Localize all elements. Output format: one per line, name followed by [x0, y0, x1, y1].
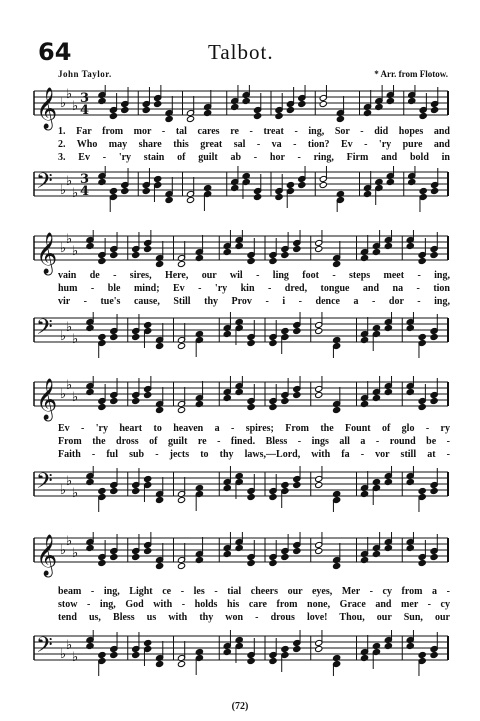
notehead [98, 651, 106, 658]
treble-staff-3 [0, 376, 480, 422]
notehead [144, 321, 152, 328]
flat-icon: ♭ [66, 638, 73, 653]
notehead [281, 397, 289, 404]
notehead [269, 493, 277, 500]
notehead [333, 260, 341, 267]
notehead [430, 553, 438, 560]
notehead [156, 260, 164, 267]
time-signature-digit: 4 [80, 103, 90, 118]
notehead [177, 406, 185, 413]
notehead [165, 115, 173, 122]
notehead [315, 327, 323, 334]
notehead [319, 181, 327, 188]
notehead [98, 257, 106, 264]
bass-staff-2 [0, 312, 480, 358]
notehead [430, 487, 438, 494]
flat-icon: ♭ [72, 650, 79, 665]
notehead [319, 100, 327, 107]
notehead [315, 245, 323, 252]
flat-icon: ♭ [60, 241, 67, 256]
notehead [109, 112, 117, 119]
notehead [98, 487, 106, 494]
notehead [430, 651, 438, 658]
notehead [419, 112, 427, 119]
arranger-credit: * Arr. from Flotow. [374, 69, 448, 79]
notehead [418, 487, 426, 494]
notehead [254, 193, 262, 200]
notehead [418, 257, 426, 264]
flat-icon: ♭ [72, 186, 79, 201]
time-signature-digit: 3 [80, 91, 90, 106]
notehead [269, 403, 277, 410]
notehead [186, 115, 194, 122]
bass-clef-icon: 𝄢 [36, 469, 53, 499]
flat-icon: ♭ [72, 244, 79, 259]
tune-name: Talbot. [208, 40, 274, 64]
notehead [293, 645, 301, 652]
notehead [431, 187, 439, 194]
notehead [156, 406, 164, 413]
notehead [418, 651, 426, 658]
notehead [132, 651, 140, 658]
notehead [177, 562, 185, 569]
lyric-verse-3: tend us, Bless us with thy won - drous love! Thou, our Sun, our [58, 612, 450, 623]
flat-icon: ♭ [66, 87, 73, 102]
notehead [154, 100, 162, 107]
notehead [156, 660, 164, 667]
lyric-verse-1: beam - ing, Light ce - les - tial cheers our eyes, Mer - cy from a - [58, 586, 450, 597]
notehead [286, 106, 294, 113]
notehead [132, 397, 140, 404]
lyric-verse-2: hum - ble mind; Ev - 'ry kin - dred, tongue and na - tion [58, 283, 450, 294]
bass-staff-1 [0, 166, 480, 212]
notehead [286, 181, 294, 188]
author-credit: John Taylor. [58, 69, 112, 79]
notehead [98, 403, 106, 410]
notehead [430, 333, 438, 340]
notehead [177, 260, 185, 267]
notehead [110, 251, 118, 258]
flat-icon: ♭ [66, 534, 73, 549]
notehead [247, 493, 255, 500]
notehead [315, 547, 323, 554]
lyric-verse-2: From the dross of guilt re - fined. Bless - ings all a - round be - [58, 436, 450, 447]
notehead [247, 559, 255, 566]
notehead [269, 257, 277, 264]
flat-icon: ♭ [66, 378, 73, 393]
notehead [281, 553, 289, 560]
flat-icon: ♭ [66, 474, 73, 489]
notehead [269, 559, 277, 566]
lyric-verse-3: Faith - ful sub - jects to thy laws,—Lord, with fa - vor still at - [58, 449, 450, 460]
notehead [275, 193, 283, 200]
lyric-verse-3: 3. Ev - 'ry stain of guilt ab - hor - ring, Firm and bold in [58, 152, 450, 163]
notehead [121, 187, 129, 194]
page-number: (72) [231, 701, 249, 712]
treble-clef-icon: 𝄞 [36, 88, 58, 129]
flat-icon: ♭ [72, 390, 79, 405]
notehead [156, 496, 164, 503]
notehead [109, 187, 117, 194]
notehead [315, 391, 323, 398]
notehead [132, 251, 140, 258]
flat-icon: ♭ [60, 183, 67, 198]
lyric-verse-2: 2. Who may share this great sal - va - tion? Ev - 'ry pure and [58, 139, 450, 150]
notehead [110, 397, 118, 404]
lyric-verse-1: vain de - sires, Here, our wil - ling foot - steps meet - ing, [58, 270, 450, 281]
notehead [177, 660, 185, 667]
notehead [144, 639, 152, 646]
treble-staff-4 [0, 532, 480, 578]
notehead [333, 406, 341, 413]
notehead [333, 562, 341, 569]
lyrics-block-3 [58, 422, 450, 461]
lyric-verse-3: vir - tue's cause, Still thy Prov - i - dence a - dor - ing, [58, 296, 450, 307]
bass-clef-icon: 𝄢 [36, 315, 53, 345]
notehead [132, 333, 140, 340]
notehead [298, 181, 306, 188]
treble-clef-icon: 𝄞 [36, 379, 58, 420]
treble-clef-icon: 𝄞 [36, 535, 58, 576]
flat-icon: ♭ [72, 486, 79, 501]
notehead [336, 115, 344, 122]
notehead [281, 251, 289, 258]
notehead [132, 553, 140, 560]
notehead [298, 100, 306, 107]
flat-icon: ♭ [60, 543, 67, 558]
treble-clef-icon: 𝄞 [36, 233, 58, 274]
flat-icon: ♭ [72, 546, 79, 561]
notehead [247, 403, 255, 410]
flat-icon: ♭ [72, 99, 79, 114]
notehead [247, 339, 255, 346]
bass-clef-icon: 𝄢 [36, 169, 53, 199]
notehead [110, 651, 118, 658]
notehead [98, 333, 106, 340]
notehead [156, 562, 164, 569]
notehead [142, 106, 150, 113]
notehead [293, 481, 301, 488]
bass-staff-4 [0, 630, 480, 676]
notehead [293, 327, 301, 334]
notehead [281, 481, 289, 488]
notehead [281, 327, 289, 334]
time-signature-digit: 4 [80, 184, 90, 199]
flat-icon: ♭ [66, 232, 73, 247]
lyrics-block-2 [58, 269, 450, 308]
lyrics-block-4 [58, 585, 450, 624]
notehead [144, 391, 152, 398]
notehead [430, 251, 438, 258]
notehead [269, 339, 277, 346]
notehead [293, 391, 301, 398]
notehead [293, 245, 301, 252]
lyric-verse-2: stow - ing, God with - holds his care from none, Grace and mer - cy [58, 599, 450, 610]
bass-staff-3 [0, 466, 480, 512]
lyric-verse-1: Ev - 'ry heart to heaven a - spires; From the Fount of glo - ry [58, 423, 450, 434]
notehead [144, 245, 152, 252]
notehead [418, 559, 426, 566]
notehead [144, 475, 152, 482]
notehead [156, 342, 164, 349]
notehead [315, 481, 323, 488]
notehead [177, 342, 185, 349]
notehead [281, 645, 289, 652]
hymn-number: 64 [38, 38, 72, 66]
lyric-verse-1: 1. Far from mor - tal cares re - treat - ing, Sor - did hopes and [58, 126, 450, 137]
notehead [430, 397, 438, 404]
notehead [293, 547, 301, 554]
flat-icon: ♭ [60, 647, 67, 662]
time-signature-digit: 3 [80, 172, 90, 187]
flat-icon: ♭ [66, 320, 73, 335]
notehead [186, 196, 194, 203]
notehead [269, 657, 277, 664]
flat-icon: ♭ [66, 174, 73, 189]
notehead [110, 333, 118, 340]
notehead [177, 496, 185, 503]
notehead [121, 106, 129, 113]
notehead [315, 645, 323, 652]
notehead [275, 112, 283, 119]
notehead [110, 553, 118, 560]
flat-icon: ♭ [60, 329, 67, 344]
notehead [165, 196, 173, 203]
notehead [142, 187, 150, 194]
notehead [132, 487, 140, 494]
notehead [431, 106, 439, 113]
notehead [110, 487, 118, 494]
notehead [419, 187, 427, 194]
notehead [418, 403, 426, 410]
hymn-header [38, 38, 448, 66]
flat-icon: ♭ [60, 96, 67, 111]
notehead [98, 559, 106, 566]
notehead [247, 257, 255, 264]
notehead [154, 175, 162, 182]
notehead [247, 657, 255, 664]
notehead [144, 547, 152, 554]
credits-line [58, 69, 448, 83]
bass-clef-icon: 𝄢 [36, 633, 53, 663]
flat-icon: ♭ [60, 483, 67, 498]
flat-icon: ♭ [72, 332, 79, 347]
notehead [254, 112, 262, 119]
notehead [418, 333, 426, 340]
flat-icon: ♭ [60, 387, 67, 402]
lyrics-block-1 [58, 125, 450, 164]
